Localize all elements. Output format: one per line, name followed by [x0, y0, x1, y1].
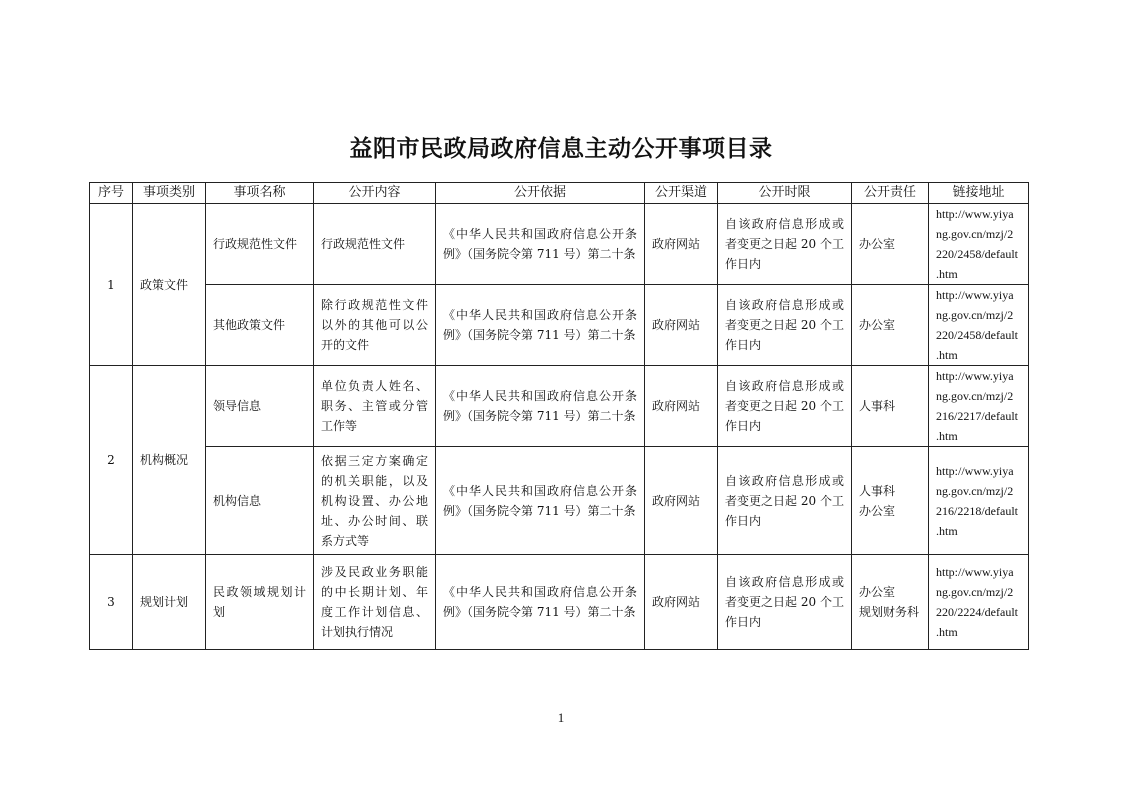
item-name-cell: 其他政策文件	[206, 285, 314, 366]
channel-cell: 政府网站	[645, 366, 718, 447]
time-limit-cell: 自该政府信息形成或者变更之日起 20 个工作日内	[718, 447, 852, 555]
link-line[interactable]: 220/2224/default	[936, 605, 1018, 619]
item-name-cell: 机构信息	[206, 447, 314, 555]
link-cell[interactable]	[929, 447, 1029, 555]
content-cell: 除行政规范性文件以外的其他可以公开的文件	[314, 285, 436, 366]
channel-cell: 政府网站	[645, 555, 718, 650]
link-cell[interactable]	[929, 366, 1029, 447]
category-cell: 政策文件	[133, 204, 206, 366]
link-line[interactable]: http://www.yiya	[936, 565, 1014, 579]
table-row	[90, 555, 1029, 650]
link-line[interactable]: ng.gov.cn/mzj/2	[936, 585, 1014, 599]
channel-cell: 政府网站	[645, 285, 718, 366]
header-basis: 公开依据	[436, 183, 645, 204]
document-title: 益阳市民政局政府信息主动公开事项目录	[349, 135, 773, 162]
responsibility-cell: 人事科	[852, 366, 929, 447]
seq-cell: 1	[90, 204, 133, 366]
responsibility-line: 规划财务科	[859, 605, 920, 619]
table-header-row	[90, 183, 1029, 204]
content-cell: 依据三定方案确定的机关职能，以及机构设置、办公地址、办公时间、联系方式等	[314, 447, 436, 555]
content-cell: 单位负责人姓名、职务、主管或分管工作等	[314, 366, 436, 447]
responsibility-cell: 办公室	[852, 204, 929, 285]
link-line[interactable]: .htm	[936, 267, 958, 281]
link-line[interactable]: 220/2458/default	[936, 328, 1018, 342]
link-line[interactable]: http://www.yiya	[936, 369, 1014, 383]
item-name-cell: 行政规范性文件	[206, 204, 314, 285]
channel-cell: 政府网站	[645, 447, 718, 555]
basis-cell: 《中华人民共和国政府信息公开条例》（国务院令第 711 号）第二十条	[436, 555, 645, 650]
header-link: 链接地址	[929, 183, 1029, 204]
link-line[interactable]: .htm	[936, 348, 958, 362]
content-cell: 行政规范性文件	[314, 204, 436, 285]
link-line[interactable]: .htm	[936, 523, 958, 538]
table-row	[90, 204, 1029, 285]
table-row	[90, 447, 1029, 555]
table-row	[90, 285, 1029, 366]
header-time: 公开时限	[718, 183, 852, 204]
responsibility-line: 办公室	[859, 503, 896, 518]
link-line[interactable]: 216/2218/default	[936, 503, 1018, 518]
link-cell[interactable]	[929, 204, 1029, 285]
link-line[interactable]: ng.gov.cn/mzj/2	[936, 389, 1014, 403]
link-line[interactable]: 220/2458/default	[936, 247, 1018, 261]
disclosure-catalog-table	[89, 182, 1029, 650]
header-item: 事项名称	[206, 183, 314, 204]
link-line[interactable]: .htm	[936, 625, 958, 639]
basis-cell: 《中华人民共和国政府信息公开条例》（国务院令第 711 号）第二十条	[436, 285, 645, 366]
item-name-cell: 民政领域规划计划	[206, 555, 314, 650]
basis-cell: 《中华人民共和国政府信息公开条例》（国务院令第 711 号）第二十条	[436, 447, 645, 555]
time-limit-cell: 自该政府信息形成或者变更之日起 20 个工作日内	[718, 285, 852, 366]
header-content: 公开内容	[314, 183, 436, 204]
responsibility-line: 人事科	[859, 483, 896, 498]
link-line[interactable]: 216/2217/default	[936, 409, 1018, 423]
link-line[interactable]: http://www.yiya	[936, 463, 1014, 478]
responsibility-cell	[852, 555, 929, 650]
header-category: 事项类别	[133, 183, 206, 204]
table-row	[90, 366, 1029, 447]
header-resp: 公开责任	[852, 183, 929, 204]
time-limit-cell: 自该政府信息形成或者变更之日起 20 个工作日内	[718, 366, 852, 447]
page-number: 1	[557, 710, 565, 725]
channel-cell: 政府网站	[645, 204, 718, 285]
link-line[interactable]: ng.gov.cn/mzj/2	[936, 483, 1014, 498]
time-limit-cell: 自该政府信息形成或者变更之日起 20 个工作日内	[718, 555, 852, 650]
seq-cell: 3	[90, 555, 133, 650]
link-line[interactable]: ng.gov.cn/mzj/2	[936, 308, 1014, 322]
basis-cell: 《中华人民共和国政府信息公开条例》（国务院令第 711 号）第二十条	[436, 366, 645, 447]
link-line[interactable]: http://www.yiya	[936, 288, 1014, 302]
content-cell: 涉及民政业务职能的中长期计划、年度工作计划信息、计划执行情况	[314, 555, 436, 650]
category-cell: 机构概况	[133, 366, 206, 555]
responsibility-cell: 办公室	[852, 285, 929, 366]
header-seq: 序号	[90, 183, 133, 204]
responsibility-cell	[852, 447, 929, 555]
link-line[interactable]: ng.gov.cn/mzj/2	[936, 227, 1014, 241]
item-name-cell: 领导信息	[206, 366, 314, 447]
header-channel: 公开渠道	[645, 183, 718, 204]
link-cell[interactable]	[929, 285, 1029, 366]
basis-cell: 《中华人民共和国政府信息公开条例》（国务院令第 711 号）第二十条	[436, 204, 645, 285]
time-limit-cell: 自该政府信息形成或者变更之日起 20 个工作日内	[718, 204, 852, 285]
link-line[interactable]: .htm	[936, 429, 958, 443]
link-cell[interactable]	[929, 555, 1029, 650]
responsibility-line: 办公室	[859, 585, 896, 599]
link-line[interactable]: http://www.yiya	[936, 207, 1014, 221]
category-cell: 规划计划	[133, 555, 206, 650]
seq-cell: 2	[90, 366, 133, 555]
